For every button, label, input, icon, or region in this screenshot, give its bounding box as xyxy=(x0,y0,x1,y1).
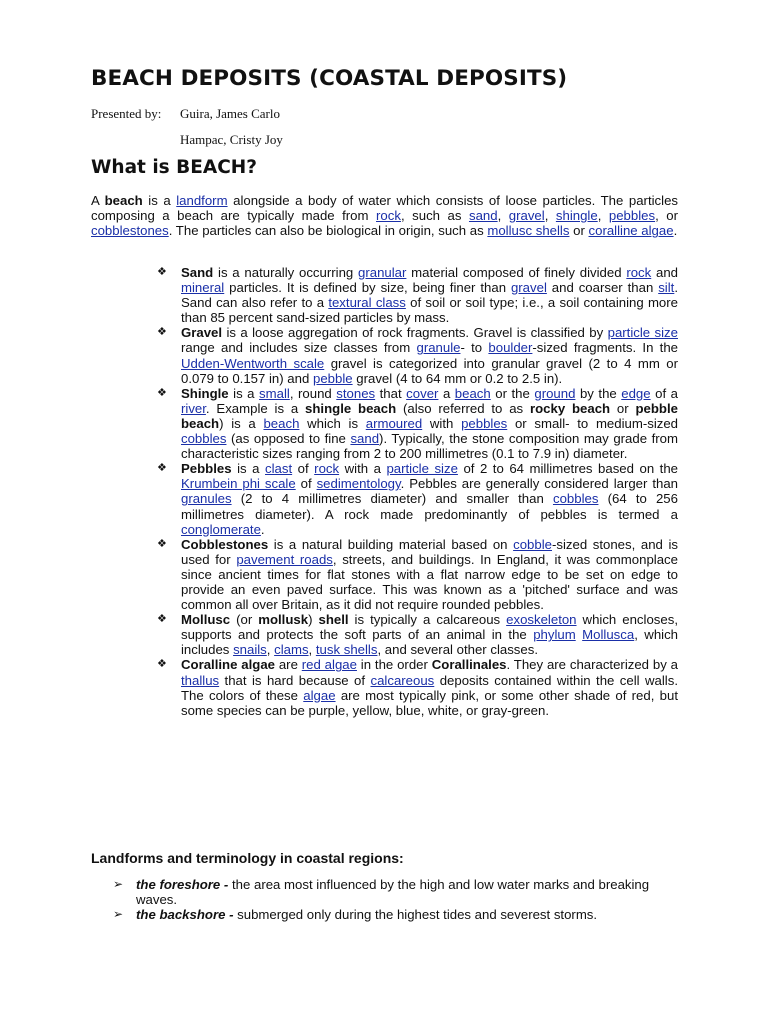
presenter-name: Guira, James Carlo xyxy=(180,106,281,121)
link-rock[interactable]: rock xyxy=(626,265,652,280)
term-definition: submerged only during the highest tides and severest storms. xyxy=(233,907,598,923)
text: (64 to 256 millimetres diameter). A rock made predominantly of pebbles is termed a xyxy=(181,491,678,522)
term-definition: the area most influenced by the high and low water marks and breaking waves. xyxy=(136,877,650,908)
text: (or xyxy=(230,612,259,628)
text: or xyxy=(569,223,589,239)
text: is a xyxy=(228,385,260,401)
bold-term: Cobblestones xyxy=(181,536,269,552)
link-beach[interactable]: beach xyxy=(454,385,491,401)
text: is typically a calcareous xyxy=(348,612,507,628)
link-shingle[interactable]: shingle xyxy=(555,208,598,224)
section-heading: What is BEACH? xyxy=(91,157,257,178)
bold-term: Pebbles xyxy=(181,461,232,477)
text: , xyxy=(597,208,609,224)
link-cover[interactable]: cover xyxy=(406,385,439,401)
list-item-cobblestones xyxy=(157,537,678,612)
text: are xyxy=(275,657,302,673)
diamond-bullet-icon: ❖ xyxy=(157,386,167,399)
text: , such as xyxy=(400,208,469,224)
link-edge[interactable]: edge xyxy=(621,385,651,401)
link-rock[interactable]: rock xyxy=(376,208,401,224)
list-item-foreshore xyxy=(113,877,678,907)
link-sedimentology[interactable]: sedimentology xyxy=(316,476,401,492)
text: or the xyxy=(490,385,535,401)
link-granule[interactable]: granule xyxy=(416,340,461,356)
text: which is xyxy=(299,415,366,431)
link-udden-wentworth-scale[interactable]: Udden-Wentworth scale xyxy=(181,355,325,371)
particle-types-list xyxy=(157,265,678,718)
text: of a xyxy=(650,385,678,401)
link-beach[interactable]: beach xyxy=(263,415,300,431)
link-pebbles[interactable]: pebbles xyxy=(461,415,508,431)
list-item-coralline-algae xyxy=(157,657,678,717)
link-exoskeleton[interactable]: exoskeleton xyxy=(506,612,577,628)
text: or xyxy=(610,400,636,416)
text: material composed of finely divided xyxy=(406,265,627,280)
text: is a xyxy=(142,193,177,208)
bold-term: beach xyxy=(104,193,143,208)
link-clast[interactable]: clast xyxy=(265,461,293,477)
text: . xyxy=(260,521,265,537)
diamond-bullet-icon: ❖ xyxy=(157,462,167,475)
link-rock[interactable]: rock xyxy=(314,461,340,477)
link-conglomerate[interactable]: conglomerate xyxy=(181,521,261,537)
presented-by-line xyxy=(91,106,280,122)
link-mineral[interactable]: mineral xyxy=(181,280,225,296)
intro-paragraph xyxy=(91,193,678,239)
text: (as opposed to fine xyxy=(226,431,351,447)
text: A xyxy=(91,193,105,208)
landforms-heading: Landforms and terminology in coastal regions: xyxy=(91,850,404,866)
link-cobble[interactable]: cobble xyxy=(513,536,552,552)
bold-term: pebble beach xyxy=(181,400,678,431)
link-pebbles[interactable]: pebbles xyxy=(608,208,656,224)
diamond-bullet-icon: ❖ xyxy=(157,266,167,278)
text: with xyxy=(422,415,462,431)
text: that is hard because of xyxy=(219,672,371,688)
text: . Example is a xyxy=(205,400,306,416)
presented-by-label: Presented by: xyxy=(91,106,162,121)
text: with a xyxy=(339,461,387,477)
text: gravel is categorized into granular gravel (2 to 4 mm or 0.079 to 0.157 in) and xyxy=(181,355,678,386)
link-gravel[interactable]: gravel xyxy=(508,208,545,224)
link-algae[interactable]: algae xyxy=(303,687,336,703)
bold-term: Shingle xyxy=(181,385,229,401)
link-mollusc-shells[interactable]: mollusc shells xyxy=(487,223,570,239)
text: is a natural building material based on xyxy=(268,536,514,552)
link-calcareous[interactable]: calcareous xyxy=(370,672,435,688)
text: - to xyxy=(460,340,489,356)
bold-term: rocky beach xyxy=(529,400,611,416)
link-sand[interactable]: sand xyxy=(468,208,498,224)
text: or small- to medium-sized xyxy=(507,415,679,431)
diamond-bullet-icon: ❖ xyxy=(157,613,167,626)
text: ). Typically, the stone composition may grade from characteristic sizes ranging from 2 to 200 millimetres (0.1 to 7.9 in) diameter. xyxy=(181,431,678,462)
text: that xyxy=(375,385,407,401)
terminology-list xyxy=(113,877,678,922)
link-gravel[interactable]: gravel xyxy=(510,280,547,296)
text: , xyxy=(497,208,509,224)
link-coralline-algae[interactable]: coralline algae xyxy=(588,223,674,239)
text: . Pebbles are generally considered larger than xyxy=(400,476,679,492)
text: , or xyxy=(655,208,678,224)
text: is a loose aggregation of rock fragments. Gravel is classified by xyxy=(222,325,608,341)
text: of xyxy=(295,476,317,492)
text: , xyxy=(544,208,556,224)
arrow-bullet-icon: ➢ xyxy=(113,907,124,922)
text: -sized stones, and is used for xyxy=(181,536,678,567)
term-label: the foreshore - xyxy=(136,877,229,892)
presenter-name: Hampac, Cristy Joy xyxy=(180,132,283,147)
text: and coarser than xyxy=(546,280,659,296)
diamond-bullet-icon: ❖ xyxy=(157,326,167,339)
link-cobbles[interactable]: cobbles xyxy=(181,431,227,447)
link-small[interactable]: small xyxy=(259,385,290,401)
text: , round xyxy=(289,385,337,401)
text: . They are characterized by a xyxy=(506,657,678,673)
link-particle-size[interactable]: particle size xyxy=(386,461,458,477)
list-item-sand xyxy=(157,265,678,325)
bold-term: shell xyxy=(318,612,349,628)
text: deposits contained within the cell walls. The colors of these xyxy=(181,672,678,703)
text: a xyxy=(438,385,455,401)
link-krumbein-phi-scale[interactable]: Krumbein phi scale xyxy=(181,476,296,492)
text: , and several other classes. xyxy=(377,642,538,658)
link-armoured[interactable]: armoured xyxy=(365,415,423,431)
text: is a naturally occurring xyxy=(213,265,359,280)
link-pebble[interactable]: pebble xyxy=(312,370,353,386)
list-item-backshore xyxy=(113,907,678,922)
link-boulder[interactable]: boulder xyxy=(488,340,533,356)
link-thallus[interactable]: thallus xyxy=(181,672,220,688)
link-mollusca[interactable]: Mollusca xyxy=(582,627,635,643)
link-snails[interactable]: snails xyxy=(233,642,267,658)
text: alongside a body of water which consists of loose particles. The particles composing a beach are typically made from xyxy=(91,193,678,224)
list-item-shingle xyxy=(157,386,678,461)
link-silt[interactable]: silt xyxy=(658,280,675,296)
bold-term: Mollusc xyxy=(181,612,231,628)
link-cobblestones[interactable]: cobblestones xyxy=(91,223,169,239)
text: in the order xyxy=(356,657,432,673)
list-item-pebbles xyxy=(157,461,678,536)
link-stones[interactable]: stones xyxy=(336,385,376,401)
link-landform[interactable]: landform xyxy=(176,193,228,208)
link-cobbles[interactable]: cobbles xyxy=(552,491,599,507)
bold-term: shingle beach xyxy=(305,400,397,416)
text: range and includes size classes from xyxy=(181,340,417,356)
text: . The particles can also be biological in origin, such as xyxy=(168,223,488,239)
bold-term: Corallinales xyxy=(431,657,507,673)
text: , streets, and buildings. In England, it was commonplace since ancient times for flat stones with a flat narrow edge to be set on edge to provide an even paved surface. This was known as a 'pitched' surface and was common all over Britain, as it did not require rounded pebbles. xyxy=(181,551,678,613)
text: particles. It is defined by size, being finer than xyxy=(224,280,511,296)
link-pavement-roads[interactable]: pavement roads xyxy=(236,551,333,567)
text: by the xyxy=(575,385,622,401)
link-particle-size[interactable]: particle size xyxy=(607,325,678,341)
text: , xyxy=(266,642,275,658)
diamond-bullet-icon: ❖ xyxy=(157,537,167,550)
text: , xyxy=(308,642,316,658)
bold-term: Coralline algae xyxy=(181,657,275,673)
bold-term: Sand xyxy=(181,265,214,280)
text: of xyxy=(292,461,315,477)
link-sand[interactable]: sand xyxy=(350,431,380,447)
text: of soil or soil type; i.e., a soil containing more than 85 percent sand-sized particles by mass. xyxy=(181,295,678,326)
document-title: BEACH DEPOSITS (COASTAL DEPOSITS) xyxy=(91,66,568,91)
text: and xyxy=(651,265,679,280)
bold-term: Gravel xyxy=(181,325,223,341)
link-textural-class[interactable]: textural class xyxy=(328,295,406,311)
text: ) is a xyxy=(219,415,264,431)
diamond-bullet-icon: ❖ xyxy=(157,658,167,671)
text: ) xyxy=(308,612,319,628)
text: is a xyxy=(231,461,265,477)
text: , which includes xyxy=(181,627,679,658)
text: . xyxy=(673,223,678,239)
text: are most typically pink, or some other shade of red, but some species can be purple, yellow, blue, white, or gray-green. xyxy=(181,687,678,718)
text: (also referred to as xyxy=(396,400,530,416)
link-clams[interactable]: clams xyxy=(274,642,309,658)
text: . Sand can also refer to a xyxy=(181,280,678,311)
link-river[interactable]: river xyxy=(181,400,206,416)
text: -sized fragments. In the xyxy=(532,340,678,356)
list-item-gravel xyxy=(157,325,678,385)
link-phylum[interactable]: phylum xyxy=(533,627,576,643)
link-ground[interactable]: ground xyxy=(534,385,576,401)
link-tusk-shells[interactable]: tusk shells xyxy=(315,642,378,658)
link-granules[interactable]: granules xyxy=(181,491,232,507)
term-label: the backshore - xyxy=(136,907,234,923)
list-item-mollusc xyxy=(157,612,678,657)
text: gravel (4 to 64 mm or 0.2 to 2.5 in). xyxy=(352,370,563,386)
text: which encloses, supports and protects the soft parts of an animal in the xyxy=(181,612,678,643)
text: (2 to 4 millimetres diameter) and smaller than xyxy=(231,491,553,507)
link-red-algae[interactable]: red algae xyxy=(301,657,357,673)
link-granular[interactable]: granular xyxy=(358,265,407,280)
arrow-bullet-icon: ➢ xyxy=(113,877,124,891)
text: of 2 to 64 millimetres based on the xyxy=(457,461,679,477)
bold-term: mollusk xyxy=(258,612,309,628)
